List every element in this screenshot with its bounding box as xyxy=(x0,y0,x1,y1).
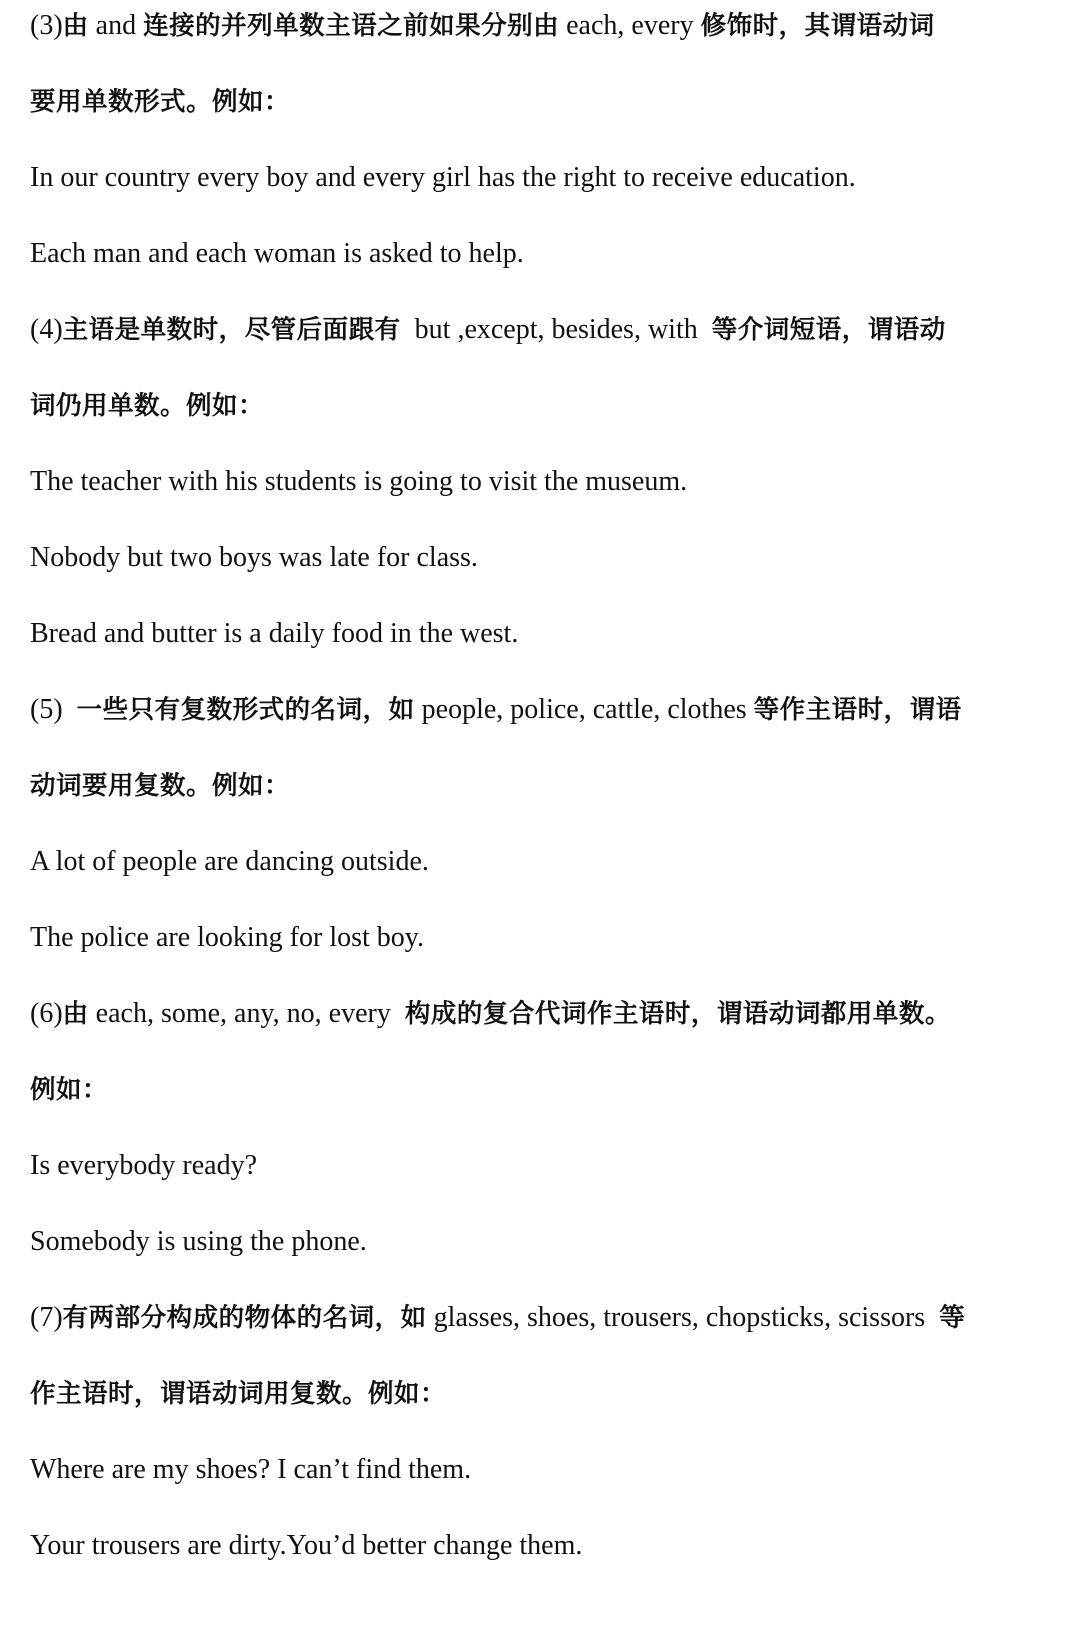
rule-6-number: (6) xyxy=(30,998,63,1029)
rule-5-keywords: people, police, cattle, clothes xyxy=(414,694,754,725)
rule-4-line-2: 词仍用单数。例如： xyxy=(30,391,265,421)
example-3-2: Each man and each woman is asked to help. xyxy=(30,238,524,269)
example-7-1: Where are my shoes? I can’t find them. xyxy=(30,1454,472,1485)
rule-3-text-a: 由 xyxy=(62,11,89,41)
rule-5-line-1 xyxy=(30,690,1070,730)
rule-4-keywords: but ,except, besides, with xyxy=(400,314,712,345)
rule-7-line-1 xyxy=(30,1298,1070,1338)
example-5-2: The police are looking for lost boy. xyxy=(30,922,424,953)
rule-4-number: (4) xyxy=(30,314,63,345)
rule-5-line-2: 动词要用复数。例如： xyxy=(30,771,291,801)
rule-4-line-1 xyxy=(30,310,1070,350)
example-4-2: Nobody but two boys was late for class. xyxy=(30,542,478,573)
rule-5-text-b: 等作主语时，谓语 xyxy=(753,695,962,725)
rule-3-keywords-b: each, every xyxy=(559,10,701,41)
rule-6-text-a: 由 xyxy=(62,999,89,1029)
rule-3-text-b: 连接的并列单数主语之前如果分别由 xyxy=(143,11,560,41)
rule-7-keywords: glasses, shoes, trousers, chopsticks, scissors xyxy=(426,1302,940,1333)
example-3-1: In our country every boy and every girl has the right to receive education. xyxy=(30,162,856,193)
rule-6-line-2: 例如： xyxy=(30,1075,109,1105)
rule-4-text-a: 主语是单数时，尽管后面跟有 xyxy=(62,315,401,345)
rule-5-text-a: 一些只有复数形式的名词，如 xyxy=(76,695,415,725)
rule-3-keywords-a: and xyxy=(88,10,144,41)
rule-7-line-2: 作主语时，谓语动词用复数。例如： xyxy=(30,1379,447,1409)
rule-7-text-a: 有两部分构成的物体的名词，如 xyxy=(62,1303,427,1333)
example-7-2: Your trousers are dirty.You’d better change them. xyxy=(30,1530,583,1561)
rule-5-number: (5) xyxy=(30,694,77,725)
example-5-1: A lot of people are dancing outside. xyxy=(30,846,429,877)
rule-6-text-b: 构成的复合代词作主语时，谓语动词都用单数。 xyxy=(404,999,951,1029)
rule-7-text-b: 等 xyxy=(939,1303,966,1333)
example-4-1: The teacher with his students is going to visit the museum. xyxy=(30,466,688,497)
rule-3-line-1 xyxy=(30,6,1070,46)
rule-6-keywords: each, some, any, no, every xyxy=(88,998,405,1029)
rule-3-text-c: 修饰时，其谓语动词 xyxy=(700,11,935,41)
rule-3-number: (3) xyxy=(30,10,63,41)
rule-7-number: (7) xyxy=(30,1302,63,1333)
rule-6-line-1 xyxy=(30,994,1070,1034)
example-6-2: Somebody is using the phone. xyxy=(30,1226,367,1257)
example-4-3: Bread and butter is a daily food in the west. xyxy=(30,618,519,649)
example-6-1: Is everybody ready? xyxy=(30,1150,258,1181)
rule-3-line-2: 要用单数形式。例如： xyxy=(30,87,291,117)
rule-4-text-b: 等介词短语，谓语动 xyxy=(711,315,946,345)
